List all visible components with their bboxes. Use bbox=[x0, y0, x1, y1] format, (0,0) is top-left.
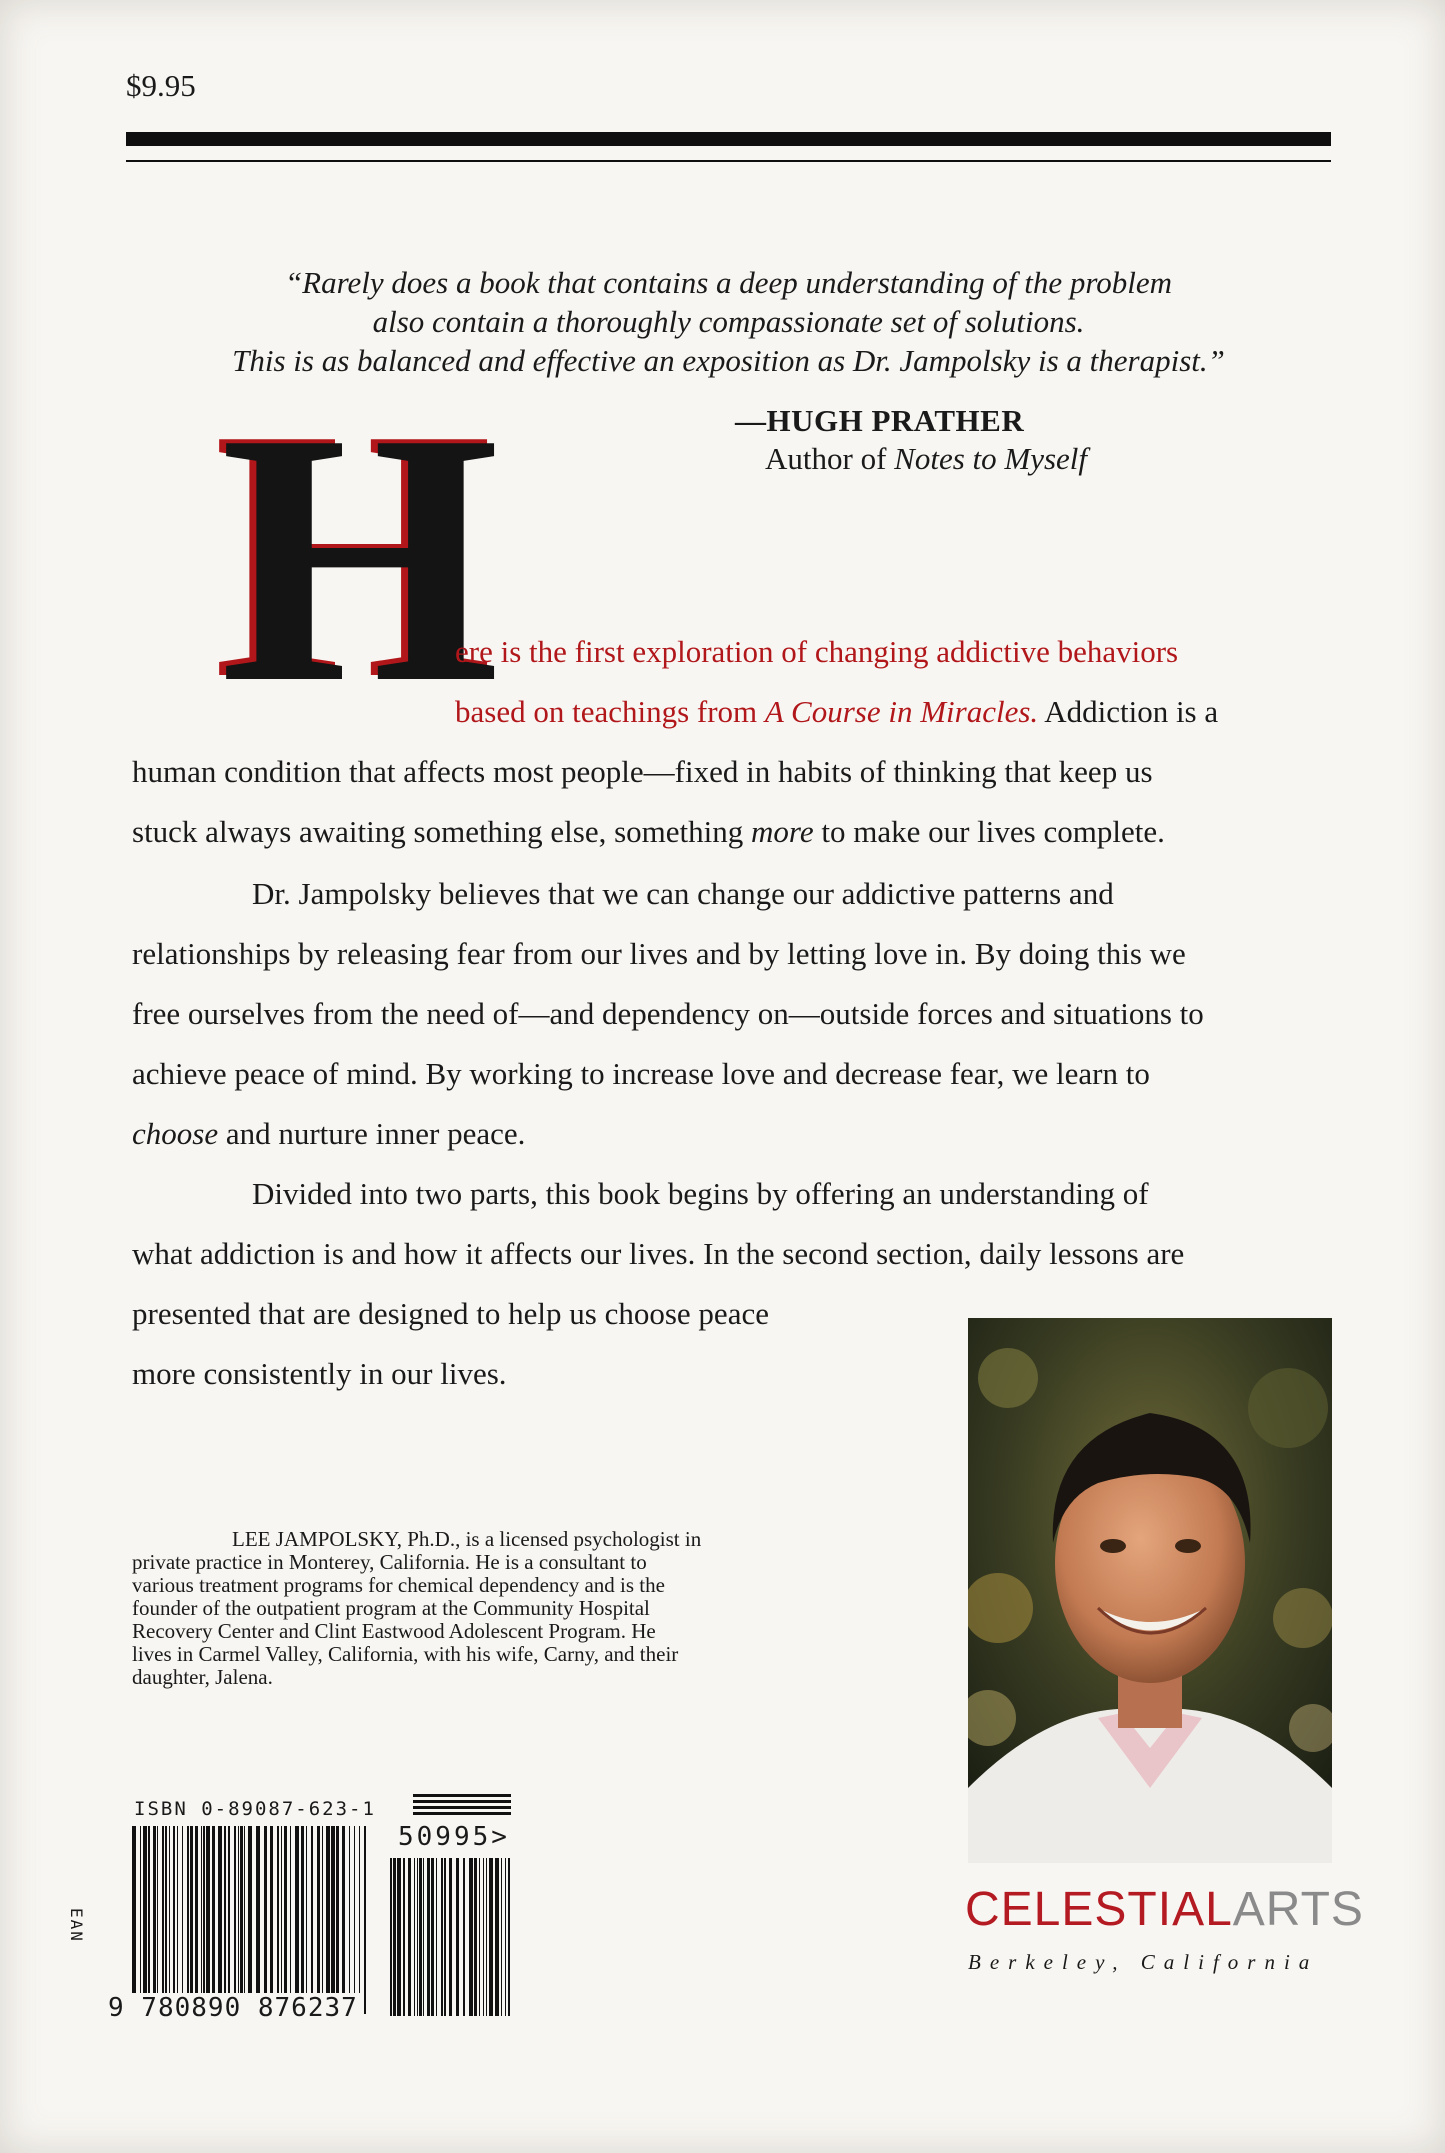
description-line: Dr. Jampolsky believes that we can change our addictive patterns and bbox=[252, 876, 1114, 911]
description-red-text: based on teachings from bbox=[455, 694, 765, 729]
quote-author: —HUGH PRATHER bbox=[735, 403, 1025, 438]
publisher-name-red: CELESTIAL bbox=[965, 1883, 1233, 1936]
description-line bbox=[132, 1116, 525, 1152]
description-text: to make our lives complete. bbox=[813, 814, 1165, 849]
description-emphasis: more bbox=[751, 814, 814, 849]
bio-line: founder of the outpatient program at the Community Hospital bbox=[132, 1596, 650, 1620]
barcode bbox=[132, 1826, 370, 2014]
quote-line: “Rarely does a book that contains a deep understanding of the problem bbox=[284, 265, 1173, 300]
publisher-logo bbox=[965, 1882, 1364, 1937]
drop-cap: H bbox=[220, 358, 501, 757]
description-line: ere is the first exploration of changing addictive behaviors bbox=[455, 634, 1179, 669]
bio-line: daughter, Jalena. bbox=[132, 1665, 273, 1689]
bio-line: lives in Carmel Valley, California, with his wife, Carny, and their bbox=[132, 1642, 679, 1666]
description-emphasis: choose bbox=[132, 1116, 219, 1151]
barcode-addon bbox=[390, 1858, 510, 2016]
description-line: achieve peace of mind. By working to increase love and decrease fear, we learn to bbox=[132, 1056, 1150, 1091]
top-thin-rule bbox=[126, 160, 1331, 162]
description-line: human condition that affects most people—fixed in habits of thinking that keep us bbox=[132, 754, 1153, 789]
description-line bbox=[455, 694, 1218, 730]
bio-line: Recovery Center and Clint Eastwood Adolescent Program. He bbox=[132, 1619, 656, 1643]
quote-line: also contain a thoroughly compassionate set of solutions. bbox=[372, 304, 1085, 339]
description-line: Divided into two parts, this book begins by offering an understanding of bbox=[252, 1176, 1149, 1211]
publisher-location: Berkeley, California bbox=[968, 1950, 1319, 1974]
description-line bbox=[132, 814, 1165, 850]
price: $9.95 bbox=[126, 68, 196, 103]
quote-author-credit bbox=[765, 441, 1087, 477]
barcode-number: 9 780890 876237 bbox=[108, 1993, 358, 2023]
description-line: free ourselves from the need of—and dependency on—outside forces and situations to bbox=[132, 996, 1204, 1031]
course-title: A Course in Miracles. bbox=[764, 694, 1039, 729]
quote-attribution bbox=[735, 403, 1087, 477]
isbn-lines bbox=[413, 1794, 511, 1818]
quote-line: This is as balanced and effective an exposition as Dr. Jampolsky is a therapist.” bbox=[232, 343, 1225, 378]
description-text: and nurture inner peace. bbox=[218, 1116, 526, 1151]
bio-line: private practice in Monterey, California. He is a consultant to bbox=[132, 1550, 647, 1574]
publisher-name-gray: ARTS bbox=[1232, 1883, 1364, 1936]
quote-author-prefix: Author of bbox=[765, 441, 895, 476]
description-line: relationships by releasing fear from our lives and by letting love in. By doing this we bbox=[132, 936, 1186, 971]
description-text: stuck always awaiting something else, something bbox=[132, 814, 752, 849]
bio-line: LEE JAMPOLSKY, Ph.D., is a licensed psychologist in bbox=[232, 1527, 702, 1551]
description-line: what addiction is and how it affects our lives. In the second section, daily lessons are bbox=[132, 1236, 1185, 1271]
bio-line: various treatment programs for chemical dependency and is the bbox=[132, 1573, 665, 1597]
description-text: Addiction is a bbox=[1038, 694, 1219, 729]
isbn-text: ISBN 0-89087-623-1 bbox=[134, 1798, 376, 1820]
description-line: presented that are designed to help us choose peace bbox=[132, 1296, 769, 1331]
barcode-addon-number: 50995> bbox=[398, 1822, 510, 1852]
author-photo bbox=[968, 1318, 1332, 1863]
description-line: more consistently in our lives. bbox=[132, 1356, 507, 1391]
ean-label: EAN bbox=[67, 1908, 86, 1943]
quote-author-book: Notes to Myself bbox=[894, 441, 1088, 476]
top-thick-rule bbox=[126, 132, 1331, 146]
